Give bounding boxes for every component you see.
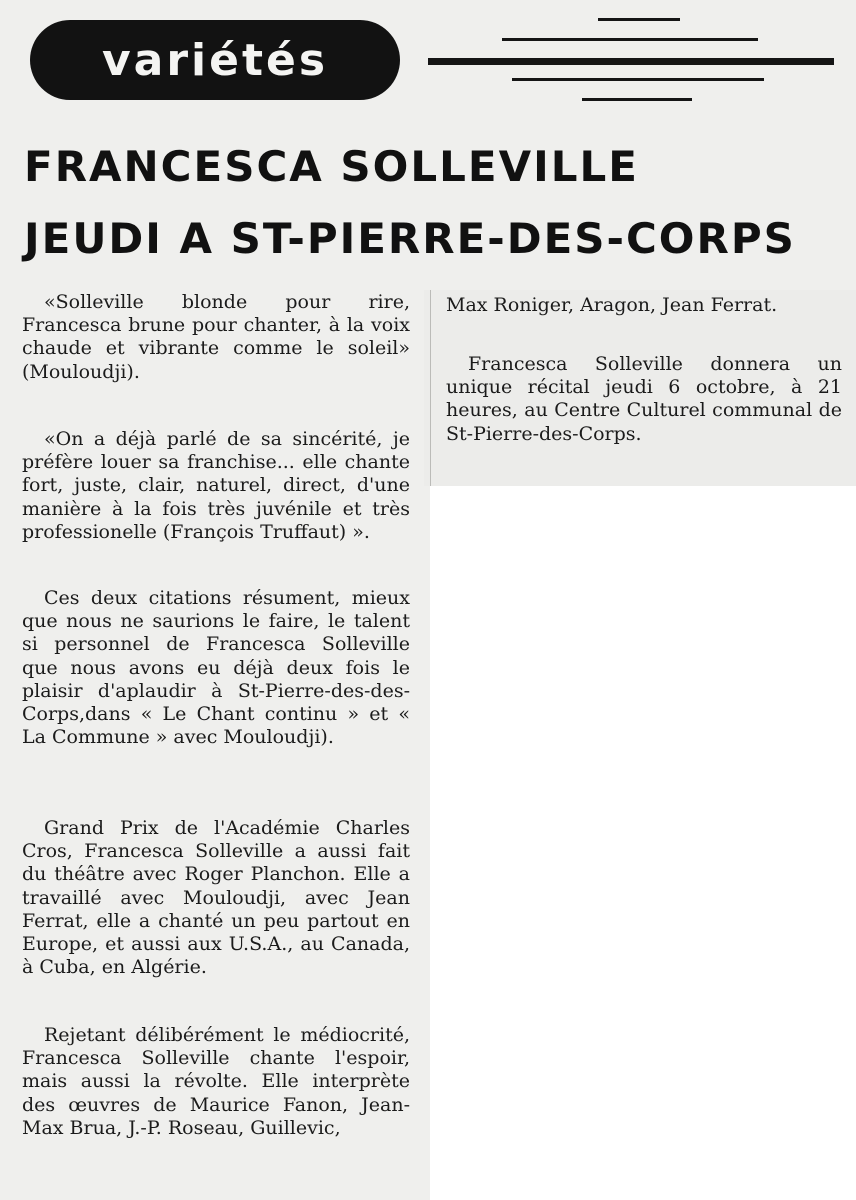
header-rule — [512, 78, 764, 81]
header-rule — [582, 98, 692, 101]
header-rule — [428, 58, 834, 65]
column-divider — [430, 290, 431, 486]
rubric-label: variétés — [101, 34, 329, 86]
header-rule — [502, 38, 758, 41]
headline-line-1: FRANCESCA SOLLEVILLE — [24, 142, 639, 191]
article-paragraph: Francesca Solleville donnera un unique récital jeudi 6 octobre, à 21 heures, au Centre Culturel communal de St-Pierre-des-Corps. — [446, 353, 842, 445]
article-paragraph: Max Roniger, Aragon, Jean Ferrat. — [446, 294, 778, 316]
blank-area — [430, 486, 856, 1200]
article-paragraph: Rejetant délibérément le médiocrité, Francesca Solleville chante l'espoir, mais aussi la révolte. Elle interprète des œuvres de Maurice Fanon, Jean-Max Brua, J.-P. Roseau, Guillevic, — [22, 1024, 410, 1139]
headline-line-2: JEUDI A ST-PIERRE-DES-CORPS — [24, 214, 796, 263]
article-paragraph: Grand Prix de l'Académie Charles Cros, Francesca Solleville a aussi fait du théâtre avec Roger Planchon. Elle a travaillé avec Mouloudji, avec Jean Ferrat, elle a chanté un peu partout en Europe, et aussi aux U.S.A., au Canada, à Cuba, en Algérie. — [22, 817, 410, 979]
header-rule — [598, 18, 680, 21]
article-paragraph: «Solleville blonde pour rire, Francesca brune pour chanter, à la voix chaude et vibrante comme le soleil» (Mouloudji). — [22, 291, 410, 383]
article-paragraph: Ces deux citations résument, mieux que nous ne saurions le faire, le talent si personnel de Francesca Solleville que nous avons eu déjà deux fois le plaisir d'aplaudir à St-Pierre-des-des-Corps,dans « Le Chant continu » et « La Commune » avec Mouloudji). — [22, 587, 410, 749]
article-paragraph: «On a déjà parlé de sa sincérité, je préfère louer sa franchise... elle chante fort, juste, clair, naturel, direct, d'une manière à la fois très juvénile et très professionelle (François Truffaut) ». — [22, 428, 410, 543]
section-rubric — [30, 20, 400, 100]
